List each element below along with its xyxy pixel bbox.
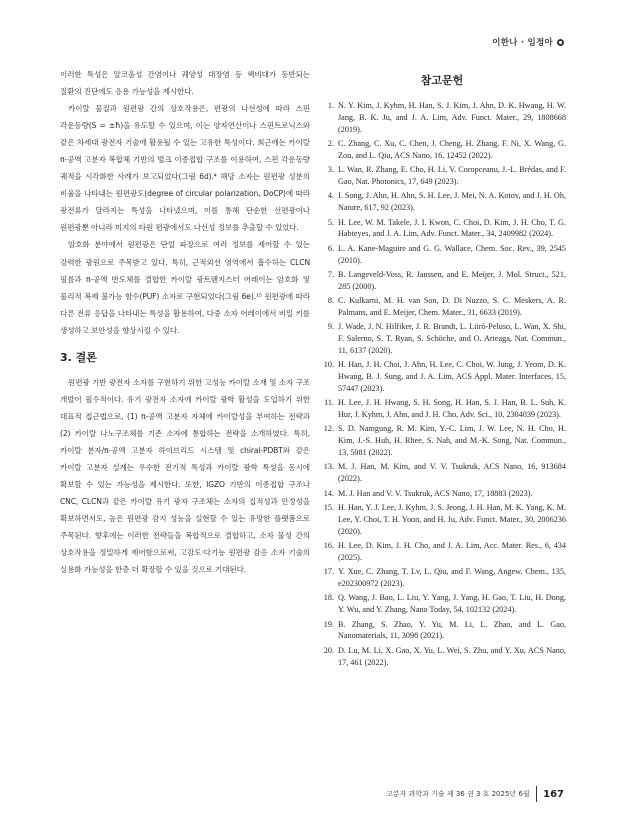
reference-item — [318, 359, 566, 394]
reference-number: 20. — [323, 645, 334, 655]
reference-item — [318, 619, 566, 643]
reference-text: B. Zhang, S. Zhao, Y. Yu, M. Li, L. Zhao, and L. Gao, Nanomaterials, 11, 3098 (2021). — [338, 619, 566, 641]
page-footer — [386, 786, 564, 802]
body-paragraph: 카이랄 물질과 원편광 간의 상호작용은, 편광의 나선성에 따라 스핀 각운동량(S = ±ħ)을 유도할 수 있으며, 이는 양자연산이나 스핀트로닉스와 같은 차세대 광전자 기술에 활용될 수 있는 고유한 특성이다. 최근에는 카이랄 π-공액 고분자 복합체 기반의 벌크 이종접합 구조를 이용하여, 스핀 각운동량 궤적을 시각화한 사례가 보고되었다(그림 6d).⁴ 해당 소자는 원편광 성분의 비율을 나타내는 원편광도(degree of circular polarization, DoCP)에 따라 광전류가 달라지는 특성을 나타냈으며, 이를 통해 단순한 선편광이나 원편광뿐 아니라 미지의 타원 편광에서도 나선성 정보를 추출할 수 있었다. — [60, 104, 310, 233]
reference-number: 14. — [323, 488, 334, 498]
reference-number: 10. — [323, 360, 334, 370]
footer-divider — [536, 786, 538, 802]
reference-text: B. Langeveld-Voss, R. Janssen, and E. Meijer, J. Mol. Struct., 521, 285 (2000). — [338, 269, 566, 291]
reference-text: H. Han, Y. J. Lee, J. Kyhm, J. S. Jeong, J. H. Han, M. K. Yang, K. M. Lee, Y. Choi, T. H. Yoon, and H. Ju, Adv. Funct. Mater., 30, 2006236 (2020). — [338, 503, 566, 536]
reference-text: S. D. Namgung, R. M. Kim, Y.-C. Lim, J. W. Lee, N. H. Cho, H. Kim, J.-S. Huh, H. Rhee, S. Nah, and M.-K. Song, Nat. Commun., 13, 5081 (2022). — [338, 424, 566, 458]
reference-text: N. Y. Kim, J. Kyhm, H. Han, S. J. Kim, J. Ahn, D. K. Hwang, H. W. Jang, B. K. Ju, and J. A. Lim, Adv. Funct. Mater., 29, 1808668 (2019). — [338, 101, 566, 134]
reference-number: 11. — [324, 398, 334, 408]
reference-number: 1. — [327, 101, 334, 110]
body-paragraph: 암호화 분야에서 원편광은 단일 파장으로 여러 정보를 제어할 수 있는 강력한 광원으로 주목받고 있다. 특히, 근적외선 영역에서 흡수하는 CLCN 필름과 π-공액 반도체를 결합한 카이랄 광트랜지스터 어레이는 암호화 및 물리적 복제 불가능 함수(PUF) 소자로 구현되었다(그림 6e).¹⁵ 원편광에 따라 다른 전류 응답을 나타내는 특성을 활용하여, 다중 소자 어레이에서 비밀 키를 생성하고 보안성을 향상시킬 수 있다. — [60, 240, 310, 335]
reference-number: 3. — [327, 165, 334, 175]
reference-text: H. Han, J. H. Choi, J. Ahn, H. Lee, C. Choi, W. Jung, J. Yeom, D. K. Hwang, B. J. Sung, and J. A. Lim, ACS Appl. Mater. Interfaces, 15, 57447 (2023). — [338, 360, 566, 393]
reference-item — [318, 295, 566, 319]
reference-item — [318, 592, 566, 616]
reference-item — [318, 321, 566, 356]
reference-list — [318, 100, 566, 668]
reference-item — [318, 645, 566, 669]
reference-number: 13. — [323, 462, 334, 472]
reference-item — [318, 164, 566, 188]
reference-item — [318, 502, 566, 537]
reference-item — [318, 243, 566, 267]
header-authors: 이한나 · 임정아 — [492, 38, 553, 48]
reference-number: 17. — [323, 567, 334, 577]
reference-number: 5. — [327, 217, 334, 227]
reference-number: 4. — [327, 191, 334, 201]
section-heading-conclusion: 3. 결론 — [60, 350, 97, 364]
left-column — [60, 66, 310, 578]
body-paragraph: 이러한 특성은 알코올성 간염이나 궤양성 대장염 등 핵비대가 동반되는 질환의 진단에도 응용 가능성을 제시한다. — [60, 70, 310, 97]
reference-text: L. A. Kane-Maguire and G. G. Wallace, Chem. Soc. Rev., 39, 2545 (2010). — [338, 243, 566, 265]
reference-number: 6. — [327, 243, 334, 253]
reference-text: I. Song, J. Ahn, H. Ahn, S. H. Lee, J. Mei, N. A. Kotov, and J. H. Oh, Nature, 617, 92 (2023). — [338, 191, 566, 213]
circle-ornament-icon — [557, 39, 564, 46]
reference-number: 16. — [323, 541, 334, 550]
reference-item — [318, 190, 566, 214]
reference-item — [318, 269, 566, 293]
reference-number: 19. — [323, 619, 334, 629]
reference-number: 2. — [327, 138, 334, 148]
references-heading: 참고문헌 — [420, 74, 464, 87]
reference-item — [318, 217, 566, 241]
reference-text: C. Zhang, C. Xu, C. Chen, J. Cheng, H. Zhang, F. Ni, X. Wang, G. Zou, and L. Qiu, ACS Nano, 16, 12452 (2022). — [338, 138, 566, 160]
page-number: 167 — [543, 788, 564, 800]
reference-text: M. J. Han, M. Kim, and V. V. Tsukruk, ACS Nano, 16, 913684 (2022). — [338, 462, 566, 484]
reference-number: 9. — [327, 322, 334, 332]
reference-text: D. Lu, M. Li, X. Gao, X. Yu, L. Wei, S. Zhu, and Y. Xu, ACS Nano, 17, 461 (2022). — [338, 645, 566, 667]
reference-number: 15. — [323, 503, 334, 513]
reference-number: 8. — [327, 296, 334, 306]
right-column — [318, 72, 566, 671]
reference-number: 7. — [327, 269, 334, 279]
reference-item — [318, 138, 566, 162]
running-header — [492, 36, 564, 48]
reference-item — [318, 423, 566, 458]
body-paragraph: 원편광 기반 광전자 소자를 구현하기 위한 고성능 카이랄 소재 및 소자 구조 개발이 필수적이다. 유기 광전자 소자에 카이랄 광학 활성을 도입하기 위한 대표적 접근법으로, (1) π-공액 고분자 자체에 카이랄성을 부여하는 전략과 (2) 카이랄 나노구조체를 기존 소자에 통합하는 전략을 소개하였다. 특히, 카이랄 분자/π-공액 고분자 하이브리드 시스템 및 chiral-PDBT와 같은 카이랄 고분자 설계는 우수한 전기적 특성과 카이랄 광학 특성을 동시에 확보할 수 있는 가능성을 제시한다. 또한, IGZO 기반의 이종접합 구조나 CNC, CLCN과 같은 카이랄 유기 광자 구조체는 소자의 집적성과 안정성을 확보하면서도, 높은 원편광 감지 성능을 실현할 수 있는 유망한 플랫폼으로 주목된다. 향후에는 이러한 전략들을 복합적으로 결합하고, 소자 물성 간의 상호작용을 정밀하게 제어함으로써, 고감도·다기능 원편광 감응 소자 기술의 실용화 가능성을 한층 더 확장할 수 있을 것으로 기대된다. — [60, 377, 310, 575]
reference-number: 18. — [323, 593, 334, 603]
reference-text: H. Lee, J. H. Hwang, S. H. Song, H. Han, S. J. Han, B. L. Suh, K. Hur, J. Kyhm, J. Ahn, and J. H. Cho, Adv. Sci., 10, 2304039 (2023). — [338, 398, 566, 420]
reference-text: J. Wade, J. N. Hilfiker, J. R. Brandt, L. Liirò-Peluso, L. Wan, X. Shi, F. Salerno, S. T. Ryan, S. Schöche, and O. Arteaga, Nat. Commun., 11, 6137 (2020). — [338, 322, 566, 355]
reference-text: Y. Xue, C. Zhang, T. Lv, L. Qiu, and F. Wang, Angew. Chem., 135, e202300972 (2023). — [338, 567, 566, 588]
reference-item — [318, 461, 566, 485]
journal-info: 고분자 과학과 기술 제 36 권 3 호 2025년 6월 — [386, 790, 530, 798]
reference-item — [318, 540, 566, 564]
reference-item — [318, 397, 566, 421]
reference-text: Q. Wang, J. Bao, L. Liu, Y. Yang, J. Yang, H. Gao, T. Liu, H. Dong, Y. Wu, and Y. Zhang, Nano Today, 54, 102132 (2024). — [338, 593, 566, 615]
reference-item — [318, 566, 566, 590]
reference-text: H. Lee, D. Kim, J. H. Cho, and J. A. Lim, Acc. Mater. Res., 6, 434 (2025). — [338, 541, 566, 562]
reference-text: C. Kulkarni, M. H. van Son, D. Di Nuzzo, S. C. Meskers, A. R. Palmans, and E. Meijer, Chem. Mater., 31, 6633 (2019). — [338, 296, 566, 317]
reference-text: M. J. Han and V. V. Tsukruk, ACS Nano, 17, 18883 (2023). — [338, 488, 533, 498]
reference-item — [318, 488, 566, 500]
reference-text: H. Lee, W. M. Takele, J. I. Kwon, C. Choi, D. Kim, J. H. Cho, T. G. Habteyes, and J. A. Lim, Adv. Funct. Mater., 34, 2409982 (2024). — [338, 217, 566, 239]
reference-item — [318, 100, 566, 135]
reference-text: L. Wan, R. Zhang, E. Cho, H. Li, V. Coropceanu, J.-L. Brédas, and F. Gao, Nat. Photonics, 17, 649 (2023). — [338, 165, 566, 186]
reference-number: 12. — [323, 424, 334, 434]
